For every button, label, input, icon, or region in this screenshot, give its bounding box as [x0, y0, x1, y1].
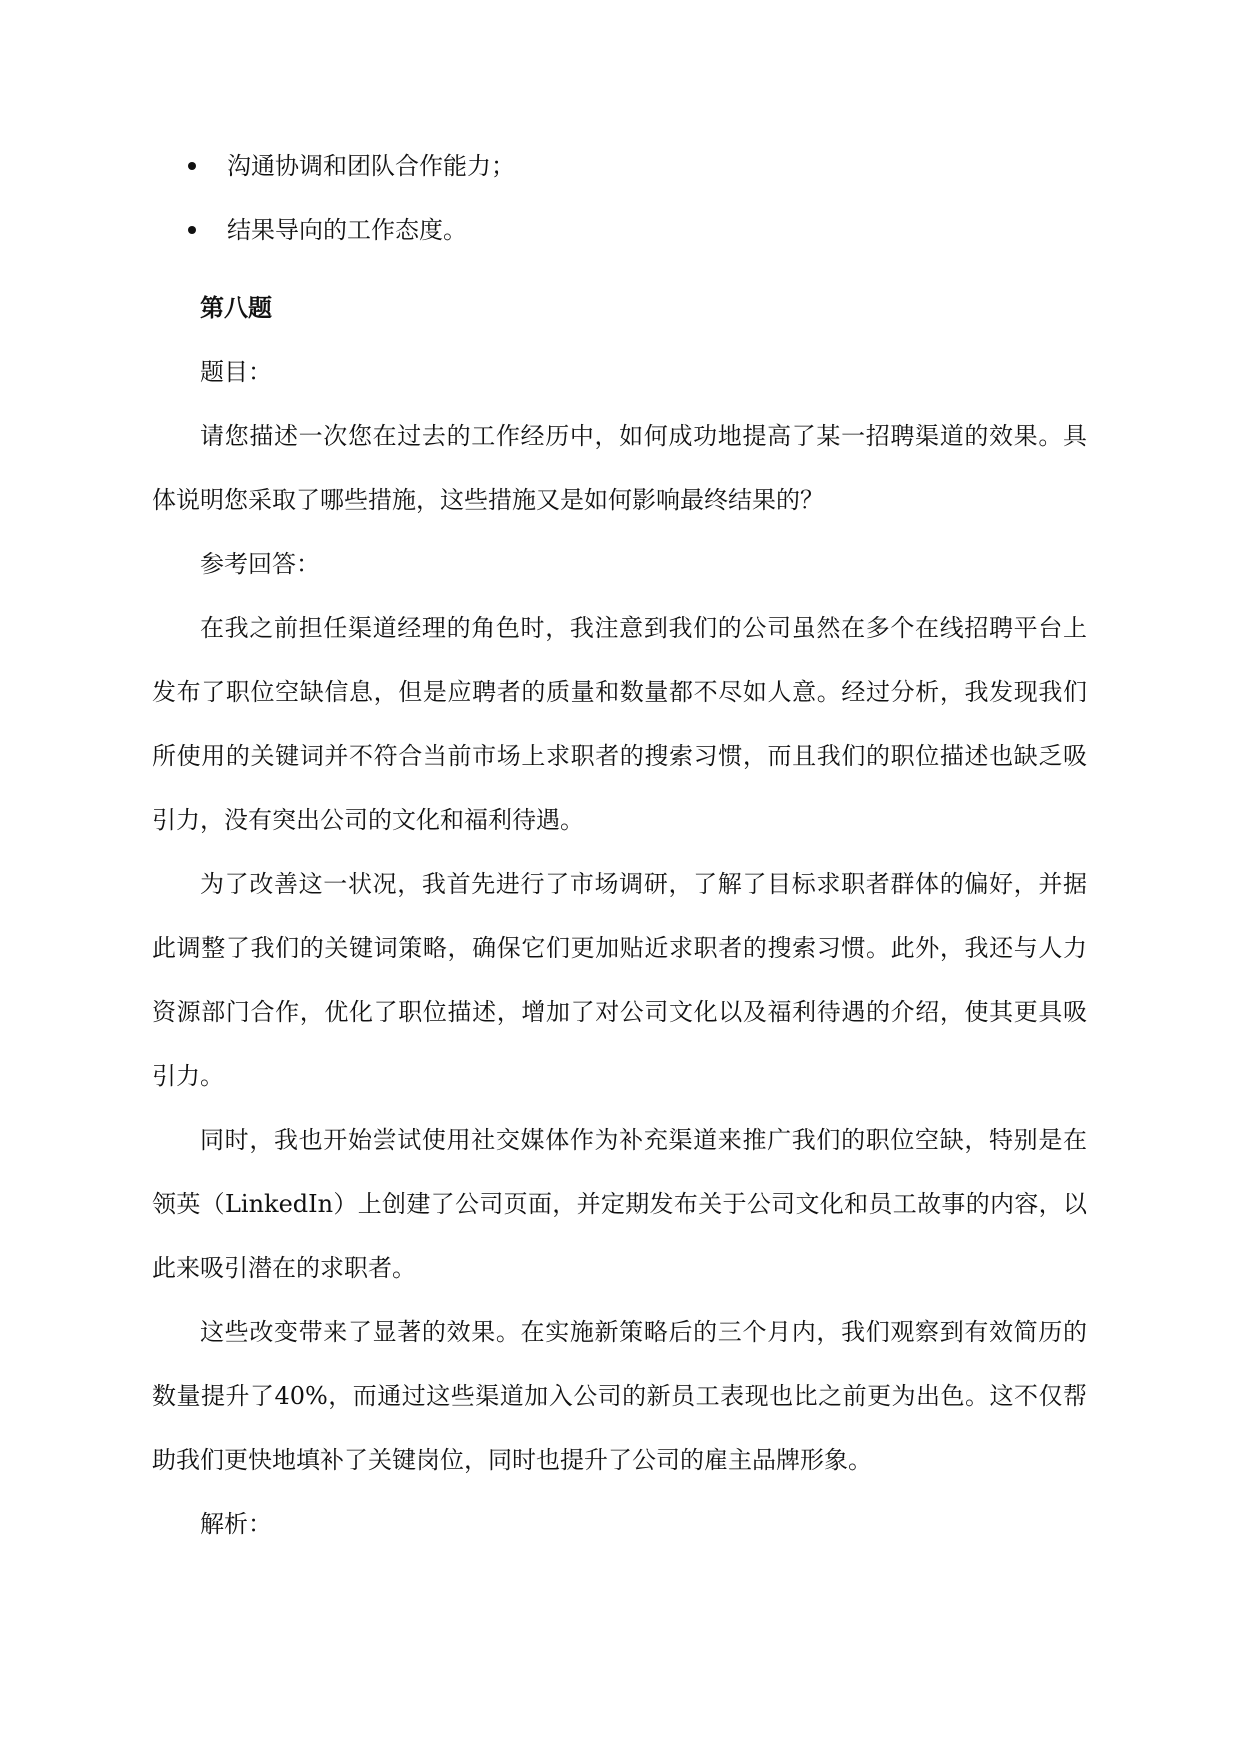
question-text: 请您描述一次您在过去的工作经历中，如何成功地提高了某一招聘渠道的效果。具体说明您采取了哪些措施，这些措施又是如何影响最终结果的？ [152, 422, 1087, 514]
answer-paragraph: 在我之前担任渠道经理的角色时，我注意到我们的公司虽然在多个在线招聘平台上发布了职位空缺信息，但是应聘者的质量和数量都不尽如人意。经过分析，我发现我们所使用的关键词并不符合当前市场上求职者的搜索习惯，而且我们的职位描述也缺乏吸引力，没有突出公司的文化和福利待遇。 [152, 614, 1087, 834]
question-label: 题目： [200, 358, 272, 386]
answer-paragraph: 为了改善这一状况，我首先进行了市场调研，了解了目标求职者群体的偏好，并据此调整了我们的关键词策略，确保它们更加贴近求职者的搜索习惯。此外，我还与人力资源部门合作，优化了职位描述，增加了对公司文化以及福利待遇的介绍，使其更具吸引力。 [152, 870, 1087, 1090]
bullet-dot-icon [188, 162, 196, 170]
section-heading: 第八题 [200, 293, 272, 322]
answer-paragraph: 同时，我也开始尝试使用社交媒体作为补充渠道来推广我们的职位空缺，特别是在领英（LinkedIn）上创建了公司页面，并定期发布关于公司文化和员工故事的内容，以此来吸引潜在的求职者。 [152, 1126, 1087, 1282]
bullet-text: 结果导向的工作态度。 [227, 216, 467, 244]
bullet-dot-icon [188, 226, 196, 234]
answer-label: 参考回答： [200, 550, 320, 578]
bullet-list [185, 148, 515, 276]
bullet-text: 沟通协调和团队合作能力； [227, 152, 515, 180]
bullet-item [185, 148, 515, 212]
bullet-item [185, 212, 515, 276]
analysis-label: 解析： [200, 1510, 272, 1538]
document-body [152, 276, 1087, 1556]
answer-paragraph: 这些改变带来了显著的效果。在实施新策略后的三个月内，我们观察到有效简历的数量提升了40%，而通过这些渠道加入公司的新员工表现也比之前更为出色。这不仅帮助我们更快地填补了关键岗位，同时也提升了公司的雇主品牌形象。 [152, 1318, 1087, 1474]
